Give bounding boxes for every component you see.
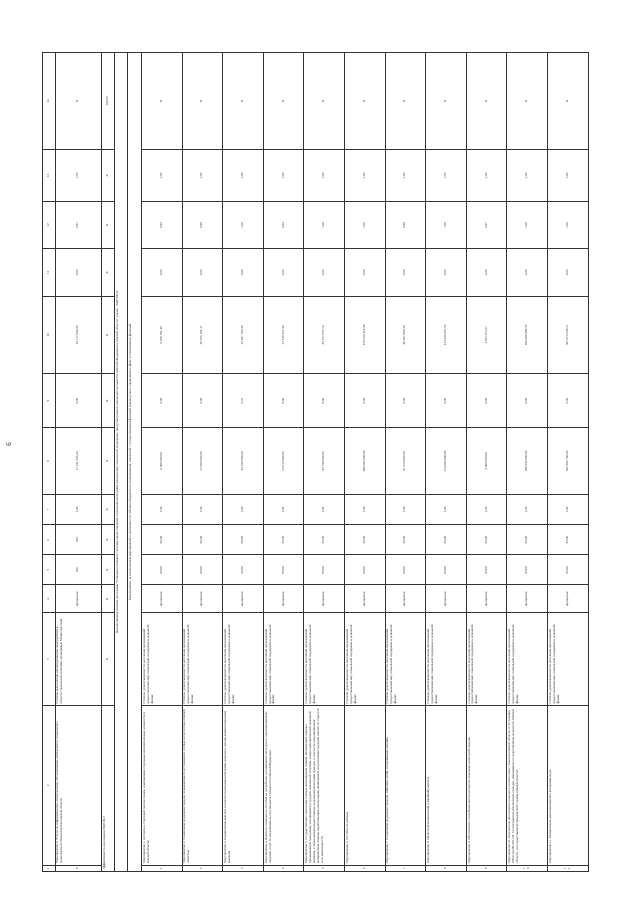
unit-cell: процентов [223,585,264,613]
value-cell: 0,00 [547,374,588,428]
header-cell: 10 [43,296,56,374]
value-cell: X [426,53,467,150]
value-cell: 214 000 000,00 [426,428,467,495]
indicator-name: Степень удовлетворенности населения организацией предоставления мер социальной поддержки в денежной форме [182,613,223,706]
indicator-name: Степень удовлетворенности населения организацией предоставления мер социальной поддержки в денежной форме [466,613,507,706]
value-cell: 100 [55,525,102,555]
event-name: Мероприятие 8. Областной материнский (семейный) капитал [426,706,467,865]
report-table [42,52,589,872]
row-number: 7 [385,865,426,871]
table-row [141,53,182,872]
header-cell: 1 [43,865,56,871]
value-cell: 95,00 [466,525,507,555]
value-cell: 16 717 946,50 [55,296,102,374]
value-cell: X [547,53,588,150]
header-cell: 12 [43,201,56,248]
value-cell: 1,00 [466,494,507,524]
indicator-name: Степень удовлетворенности населения организацией предоставления мер социальной поддержки в денежной форме [263,613,304,706]
column-number-row [43,53,56,872]
row-number: 10 [507,865,548,871]
event-name: Мероприятие 11. Ежемесячная денежная выплата ветеранам труда [547,706,588,865]
value-cell: 6 500 000,00 [141,428,182,495]
value-cell: 85,00 [263,555,304,585]
value-cell: X [466,53,507,150]
value-cell: 1,00 [547,201,588,248]
indicator-name: Степень удовлетворенности населения организацией предоставления мер социальной поддержки в денежной форме [385,613,426,706]
value-cell: 288 480 968,55 [507,296,548,374]
value-cell: 95,00 [263,525,304,555]
value-cell: 25 354 500,00 [223,428,264,495]
value-cell: 0,00 [507,374,548,428]
event-name: Мероприятие 4. Выплата социального пособия на погребение и возмещение расходов по гарантированному перечню услуг по погребению за счет бюджета субъекта Российской Федерации [263,706,304,865]
efficiency-label: Эффективность реализации ВЦП № 2 [102,706,115,872]
value-cell: 0,00 [547,249,588,296]
indicator-name: Степень удовлетворенности населения организацией предоставления мер социальной поддержки в денежной форме [344,613,385,706]
value-cell: 17 231 333,33 [55,428,102,495]
value-cell: 0,97 [55,201,102,248]
value-cell: 23 012 000,00 [263,428,304,495]
value-cell: 362 562 780,00 [547,428,588,495]
value-cell: 0,00 [426,374,467,428]
value-cell: 361 972 049,11 [547,296,588,374]
value-cell: 85,00 [344,555,385,585]
value-cell: 6 076 551,46 [141,296,182,374]
unit-cell: процентов [344,585,385,613]
row-number: 5 [304,865,345,871]
section-title: Ведомственная целевая программа "Совершенствование системы предоставления отдельным категориям граждан мер социальной поддержки, предусмотренных законодательством Российской Федерации и Омской области" (далее - ВЦП № 3) [114,53,128,872]
value-cell: 0,00 [304,249,345,296]
value-cell: 0,00 [141,249,182,296]
event-name: Мероприятие 1. Доплаты к страховой пенсии лицам, замещавшим отдельные муниципальные должности в Омской области [141,706,182,865]
value-cell: X [141,53,182,150]
value-cell: 85,00 [466,555,507,585]
row-number: 9 [466,865,507,871]
row-number: 8 [426,865,467,871]
event-name: Мероприятие 2. Социальная поддержка граждан за выдающиеся достижения и особые заслуги перед Омской областью [182,706,223,865]
value-cell: 96,00 [223,525,264,555]
value-cell: X [223,53,264,150]
value-cell: 0,00 [55,249,102,296]
value-cell: 85,00 [223,555,264,585]
value-cell: 83 790 000,00 [304,428,345,495]
value-cell: X [507,53,548,150]
value-cell: X [102,555,115,585]
value-cell: 95,00 [141,525,182,555]
value-cell: 95,00 [426,525,467,555]
value-cell: 1,00 [304,150,345,202]
value-cell: 0,00 [223,249,264,296]
indicator-name: Степень удовлетворенности населения организацией предоставления мер социальной поддержки в денежной форме [426,613,467,706]
value-cell: 86 267 885,50 [385,296,426,374]
table-row [55,53,102,872]
row-number: 11 [547,865,588,871]
value-cell: 21 616 651,58 [263,296,304,374]
indicator-name: Степень удовлетворенности населения организацией предоставления мер социальной поддержки в денежной форме [547,613,588,706]
value-cell: 980 000 000,00 [344,428,385,495]
value-cell: 85,00 [507,555,548,585]
value-cell: 288 550 000,00 [507,428,548,495]
value-cell: 0,00 [344,249,385,296]
indicator-name: Степень удовлетворенности населения организацией предоставления мер социальной поддержки в денежной форме [223,613,264,706]
value-cell: X [102,585,115,613]
table-row [507,53,548,872]
header-cell: 14 [43,53,56,150]
header-cell: 13 [43,150,56,202]
indicator-name: Степень удовлетворенности населения организацией предоставления мер социальной поддержки в денежной форме [141,613,182,706]
indicator-name: Степень удовлетворенности населения организацией предоставления мер социальной поддержки в денежной форме [304,613,345,706]
value-cell: 85,00 [304,555,345,585]
unit-cell: процентов [182,585,223,613]
event-name: Мероприятие 6. Пособие на ребенка [344,706,385,865]
value-cell: 1,00 [263,150,304,202]
event-name: Мероприятие 5. Государственная социальная помощь малоимущим семьям, малоимущим одиноко проживающим гражданам, находящимся в трудной жизненной ситуации, в виде единовременной денежной выплаты, а также материальная помощь отдельным категориям граждан, в том числе единовременная материальная помощь неработающим пенсионерам, являющимся получателями трудовой пенсии по старости и по инвалидности [304,706,345,865]
value-cell: 95,00 [182,525,223,555]
subsection-title-row [128,53,142,872]
value-cell: 0,00 [182,374,223,428]
value-cell: 1,00 [507,201,548,248]
value-cell: 1,00 [304,201,345,248]
indicator-name: Степень удовлетворенности населения организацией предоставления мер социальной поддержки в денежной форме [507,613,548,706]
value-cell: X [102,150,115,202]
table-row [426,53,467,872]
value-cell: X [385,53,426,150]
value-cell: 95,00 [507,525,548,555]
value-cell: X [102,613,115,706]
value-cell: X [263,53,304,150]
document-sheet [42,52,602,872]
header-cell: 6 [43,525,56,555]
value-cell: 25 287 163,28 [223,296,264,374]
value-cell: 1,00 [182,150,223,202]
value-cell: 0,00 [426,249,467,296]
value-cell: X [182,53,223,150]
value-cell: 85,00 [141,555,182,585]
event-name: Мероприятие 9. Обеспечение служебным автотранспортом отдельных категорий граждан [466,706,507,865]
table-row [182,53,223,872]
rotated-table-container [42,52,602,872]
value-cell: 0,00 [263,249,304,296]
value-cell: 1,00 [55,150,102,202]
value-cell: X [55,53,102,150]
value-cell: 1,00 [223,150,264,202]
value-cell: 0,00 [304,374,345,428]
value-cell: 0,00 [385,374,426,428]
value-cell: 1,00 [547,150,588,202]
table-row [344,53,385,872]
value-cell: 0,00 [385,249,426,296]
header-cell: 9 [43,374,56,428]
value-cell: 0,94 [263,201,304,248]
value-cell: 95,00 [304,525,345,555]
value-cell: X [102,428,115,495]
value-cell: X [102,249,115,296]
value-cell: 95,00 [344,525,385,555]
event-name: Мероприятие 10. Пенсионное обеспечение граждан в соответствии с Законом Омской области от 22 декабря 2004 года № 601-ОЗ "О пенсионном обеспечении граждан, замещавших государственные должности Омской области, и государственной гражданской службы Омской области" [507,706,548,865]
value-cell: 1,00 [141,494,182,524]
header-cell: 8 [43,428,56,495]
table-row [466,53,507,872]
value-cell: 1,00 [426,150,467,202]
value-cell: X [102,525,115,555]
value-cell: 1,00 [547,494,588,524]
unit-cell: процентов [466,585,507,613]
value-cell: 0,99 [182,201,223,248]
value-cell: 1,00 [55,494,102,524]
value-cell: 0,00 [466,249,507,296]
table-row [385,53,426,872]
section-title-row [114,53,128,872]
unit-cell: процентов [141,585,182,613]
value-cell: 0,99 [385,201,426,248]
value-cell: 0,00 [344,374,385,428]
value-cell: X [344,53,385,150]
value-cell: 95,00 [385,525,426,555]
value-cell: 1,00 [426,201,467,248]
value-cell: 1,00 [344,150,385,202]
value-cell: 0,00 [507,249,548,296]
value-cell: 93,00 [547,525,588,555]
value-cell: 1,00 [141,150,182,202]
value-cell: 26 676 182,17 [182,296,223,374]
row-number: 3 [223,865,264,871]
value-cell: 0,00 [466,374,507,428]
event-name: Мероприятие 7. Социальная поддержка граждан, имеющих детей, и беременных женщин [385,706,426,865]
value-cell: 1,00 [507,494,548,524]
subsection-title: Мероприятия, за исключением мероприятий и деятельности субъекта бюджетного планирования, связанной с осуществлением функций руководства и управления в сфере установленных функций [128,53,142,872]
unit-cell: процентов [507,585,548,613]
value-cell: 1,00 [426,494,467,524]
value-cell: 1,00 [385,494,426,524]
value-cell: 87 470 000,00 [385,428,426,495]
unit-cell: процентов [55,585,102,613]
value-cell: 0,01 [223,374,264,428]
value-cell: 1,00 [344,494,385,524]
value-cell: 1,00 [223,201,264,248]
value-cell: 0,00 [182,249,223,296]
row-number: 6 [344,865,385,871]
value-cell: 0,93 [141,201,182,248]
header-cell: 7 [43,494,56,524]
value-cell: 1,00 [223,494,264,524]
header-cell: 3 [43,613,56,706]
unit-cell: процентов [304,585,345,613]
value-cell: 1,00 [344,201,385,248]
value-cell: 1,00 [263,494,304,524]
table-row [223,53,264,872]
header-cell: 5 [43,555,56,585]
page-number: 9 [3,442,12,446]
value-cell: X [304,53,345,150]
value-cell: 85,00 [426,555,467,585]
unit-cell: процентов [547,585,588,613]
value-cell: 0,00 [263,374,304,428]
value-cell: 85,00 [182,555,223,585]
row-number: 6 [55,865,102,871]
row-number: 1 [141,865,182,871]
value-cell: X [102,296,115,374]
unit-cell: процентов [385,585,426,613]
event-name: Мероприятие 6. Услуги по информационно-техническому обслуживанию электронного социального транспортного Министерства Омской области [55,706,102,865]
value-cell: 0,00 [141,374,182,428]
row-number: 2 [182,865,223,871]
unit-cell: процентов [263,585,304,613]
value-cell: 1,00 [466,150,507,202]
value-cell: 85,00 [547,555,588,585]
value-cell: X [102,374,115,428]
value-cell: 1,00 [304,494,345,524]
unit-cell: процентов [426,585,467,613]
value-cell: X [102,494,115,524]
value-cell: 27 000 000,00 [182,428,223,495]
value-cell: 85,00 [385,555,426,585]
header-cell: 11 [43,249,56,296]
table-row [304,53,345,872]
table-row [547,53,588,872]
event-name: Мероприятие 3. Ежемесячная выплата к пенсии отдельным категориям граждан и прочие компенсационные выплаты [223,706,264,865]
row-number: 4 [263,865,304,871]
value-cell: 100 [55,555,102,585]
header-cell: 2 [43,706,56,865]
value-cell: 979 334 318,45 [344,296,385,374]
value-cell: 1,00 [182,494,223,524]
value-cell: 213 234 697,53 [426,296,467,374]
value-cell: 83 377 057,70 [304,296,345,374]
value-cell: 100,00 [102,53,115,150]
indicator-name: Степень выполнения запланированных мероприятий в области социальной политики, проводимых Министерством [55,613,102,706]
header-cell: 4 [43,585,56,613]
value-cell: 1,00 [507,150,548,202]
value-cell: 2 090 000,00 [466,428,507,495]
value-cell: 0,97 [466,201,507,248]
efficiency-row [102,53,115,872]
value-cell: 2 037 673,27 [466,296,507,374]
value-cell: X [102,201,115,248]
value-cell: 0,00 [55,374,102,428]
table-row [263,53,304,872]
value-cell: 1,00 [385,150,426,202]
